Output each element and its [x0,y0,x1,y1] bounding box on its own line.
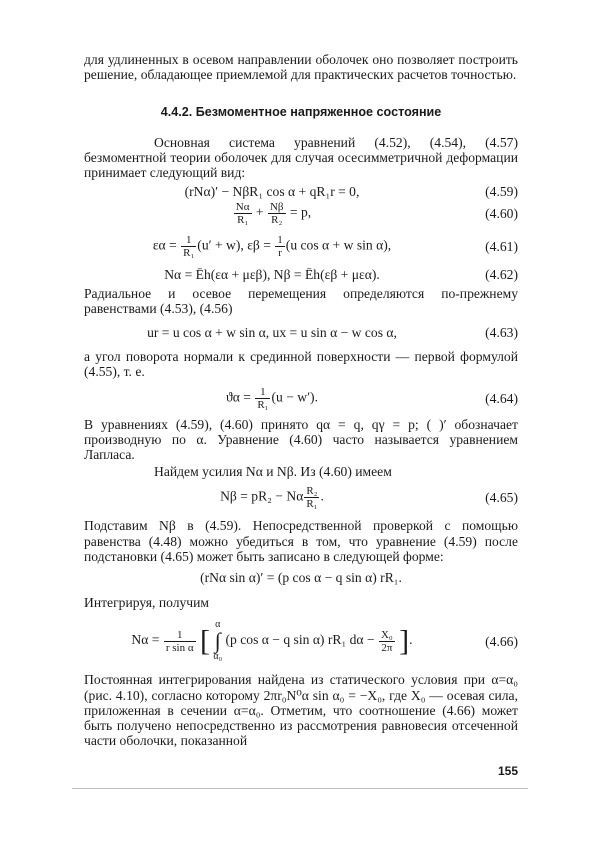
equation-4-61-body: εα = $\frac{1}{\text{R₁}}$ (u′ + w), εβ = $\frac{1}{r}$ (u cos α + w sin α), [152,234,392,260]
equation-4-62-body: Nα = Ēh(εα + μεβ), Nβ = Ēh(εβ + μεα). [164,267,380,283]
equation-4-64-number: (4.64) [485,390,518,406]
equation-4-65 [84,485,518,510]
equation-4-60-body: $\frac{N\alpha}{\text{R₁}}$ + $\frac{N\beta}{\text{R₂}}$ = p, [235,201,312,227]
equation-4-65-body: Nβ = pR₂ − Nα $\frac{\text{R₂}}{\text{R₁}}$ . [220,485,324,511]
fraction-1-over-r1: $\frac{1}{\text{R₁}}$ [183,234,195,260]
paragraph-displacements: Радиальное и осевое перемещения определяются по-прежнему равенствами (4.53), (4.56) [84,285,518,316]
paragraph-system: Основная система уравнений (4.52), (4.54), (4.57) безмоментной теории оболочек для случая осесимметричной деформации принимает следующий вид: [84,134,518,181]
page-body [84,52,518,748]
fraction-r2-over-r1: $\frac{\text{R₂}}{\text{R₁}}$ [306,485,318,511]
equation-4-59-body: (rNα)′ − NβR₁ cos α + qR₁r = 0, [184,184,360,200]
fraction-x0-over-2pi: $\frac{\text{X₀}}{2\pi}$ [380,628,393,654]
equation-4-59 [84,184,518,199]
paragraph-substitution: Подставим Nβ в (4.59). Непосредственной проверкой с помощью равенства (4.48) можно убедиться в том, что уравнение (4.59) после подстановки (4.65) может быть записано в следующей форме: [84,518,518,564]
equation-4-64 [84,386,518,411]
equation-4-63 [84,325,518,340]
paragraph-constant: Постоянная интегрирования найдена из статического условия при α=α₀ (рис. 4.10), согласно которому 2πr₀N⁰α sin α₀ = −X₀, где X₀ — осевая сила, приложенная в сечении α=α₀. Отметим, что соотношение (4.66) может быть получено непосредственно из рассмотрения равновесия отсеченной части оболочки, показанной [84,672,518,749]
equation-4-66-body: Nα = $\frac{1}{\text{r sin α}}$ [ α ∫ α₀ (p cos α − q sin α) rR₁ dα − $\frac{\text{X₀}}{2\pi}$ ]. [131,619,413,663]
equation-4-62 [84,267,518,282]
paragraph-integrating: Интегрируя, получим [84,595,210,611]
equation-4-63-number: (4.63) [485,325,518,341]
equation-4-64-body: ϑα = $\frac{1}{\text{R₁}}$ (u − w′). [225,385,318,411]
paragraph-forces: Найдем усилия Nα и Nβ. Из (4.60) имеем [154,464,392,480]
equation-4-66-number: (4.66) [485,633,518,649]
page-number: 155 [497,764,518,778]
equation-4-62-number: (4.62) [485,267,518,283]
integral-sign: α ∫ α₀ [213,619,223,663]
equation-4-60 [84,201,518,226]
section-heading: 4.4.2. Безмоментное напряженное состояние [160,105,442,120]
equation-unnumbered [84,570,518,585]
equation-4-66 [84,620,518,662]
paragraph-notation: В уравнениях (4.59), (4.60) принято qα = q, qγ = p; ( )′ обозначает производную по α. Уравнение (4.60) часто называется уравнением Лапласа. [84,416,518,463]
equation-4-61-number: (4.61) [485,239,518,255]
intro-paragraph: для удлиненных в осевом направлении оболочек оно позволяет построить решение, обладающее приемлемой для практических расчетов точностью. [84,52,518,83]
fraction-n-beta-over-r2: $\frac{N\beta}{\text{R₂}}$ [269,201,284,227]
fraction-1-over-r-sin-alpha: $\frac{1}{\text{r sin α}}$ [165,628,194,654]
fraction-1-over-r: $\frac{1}{r}$ [277,234,283,260]
equation-4-60-number: (4.60) [485,206,518,222]
equation-4-59-number: (4.59) [485,184,518,200]
equation-unnumbered-body: (rNα sin α)′ = (p cos α − q sin α) rR₁. [200,570,402,586]
equation-4-65-number: (4.65) [485,490,518,506]
fraction-n-alpha-over-r1: $\frac{N\alpha}{\text{R₁}}$ [235,201,250,227]
fraction-1-over-r1-b: $\frac{1}{\text{R₁}}$ [257,385,269,411]
equation-4-61 [84,234,518,259]
paragraph-rotation: а угол поворота нормали к срединной поверхности — первой формулой (4.55), т. е. [84,349,518,380]
equation-4-63-body: ur = u cos α + w sin α, ux = u sin α − w cos α, [147,325,397,341]
bottom-rule [72,788,528,789]
